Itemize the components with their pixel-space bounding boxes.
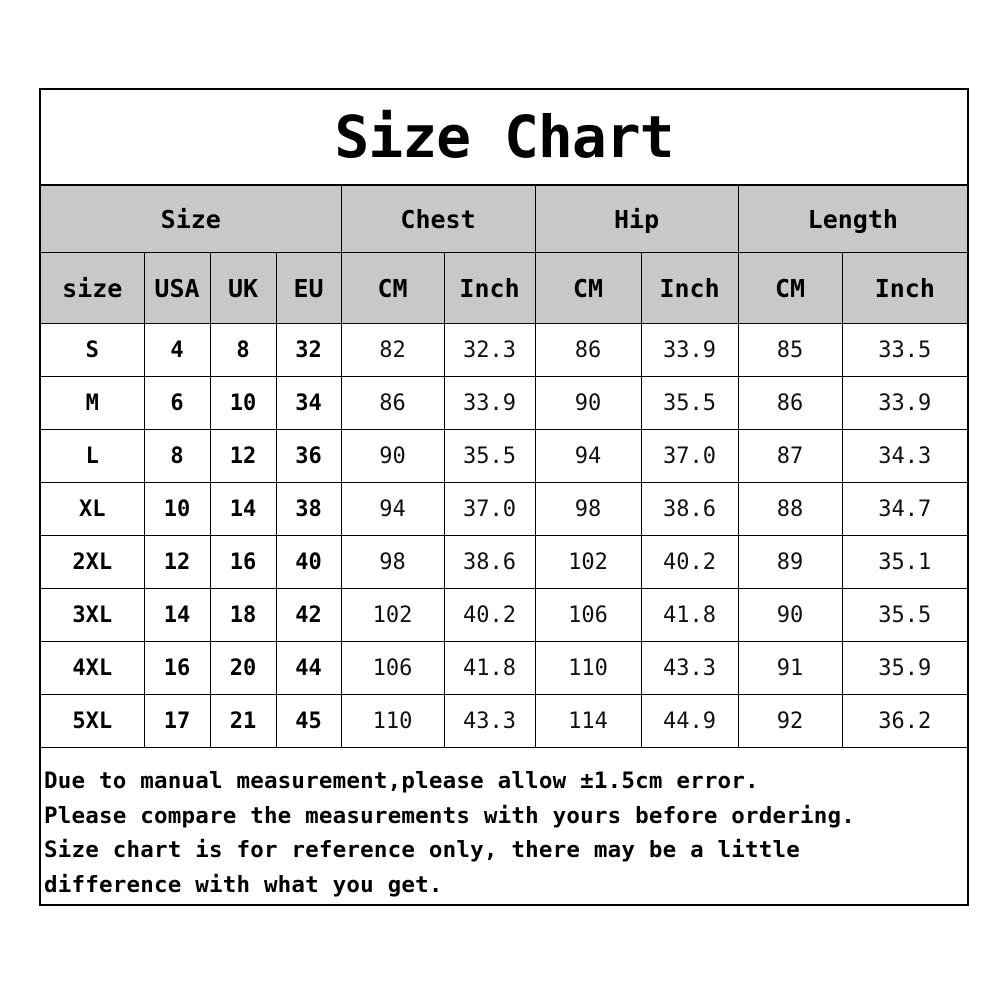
- cell-hip-cm: 114: [535, 695, 641, 748]
- cell-length-inch: 33.5: [842, 324, 967, 377]
- cell-eu: 44: [276, 642, 341, 695]
- cell-chest-inch: 37.0: [444, 483, 535, 536]
- size-table: [41, 186, 967, 748]
- cell-chest-cm: 98: [341, 536, 444, 589]
- col-header-hip-inch: Inch: [641, 253, 738, 324]
- cell-chest-cm: 102: [341, 589, 444, 642]
- cell-size: XL: [41, 483, 144, 536]
- cell-hip-inch: 33.9: [641, 324, 738, 377]
- cell-hip-inch: 41.8: [641, 589, 738, 642]
- cell-usa: 10: [144, 483, 210, 536]
- cell-size: 3XL: [41, 589, 144, 642]
- cell-hip-cm: 102: [535, 536, 641, 589]
- col-header-chest-cm: CM: [341, 253, 444, 324]
- cell-uk: 18: [210, 589, 276, 642]
- cell-uk: 21: [210, 695, 276, 748]
- cell-length-inch: 34.7: [842, 483, 967, 536]
- cell-hip-cm: 90: [535, 377, 641, 430]
- table-row: [41, 324, 967, 377]
- table-row: [41, 642, 967, 695]
- cell-length-inch: 35.1: [842, 536, 967, 589]
- cell-chest-cm: 86: [341, 377, 444, 430]
- col-header-hip-cm: CM: [535, 253, 641, 324]
- table-row: [41, 536, 967, 589]
- cell-chest-inch: 43.3: [444, 695, 535, 748]
- cell-eu: 45: [276, 695, 341, 748]
- cell-size: 5XL: [41, 695, 144, 748]
- table-row: [41, 695, 967, 748]
- cell-chest-inch: 33.9: [444, 377, 535, 430]
- note-line: Size chart is for reference only, there may be a little: [44, 837, 801, 863]
- cell-eu: 38: [276, 483, 341, 536]
- col-header-length-inch: Inch: [842, 253, 967, 324]
- cell-chest-inch: 38.6: [444, 536, 535, 589]
- size-chart-sheet: [39, 88, 969, 906]
- cell-hip-cm: 94: [535, 430, 641, 483]
- cell-usa: 14: [144, 589, 210, 642]
- group-header-length: Length: [738, 186, 967, 253]
- cell-hip-inch: 35.5: [641, 377, 738, 430]
- group-header-size: Size: [41, 186, 341, 253]
- cell-chest-cm: 110: [341, 695, 444, 748]
- cell-uk: 20: [210, 642, 276, 695]
- cell-size: M: [41, 377, 144, 430]
- cell-chest-inch: 40.2: [444, 589, 535, 642]
- cell-length-inch: 36.2: [842, 695, 967, 748]
- col-header-eu: EU: [276, 253, 341, 324]
- group-header-hip: Hip: [535, 186, 738, 253]
- cell-length-cm: 91: [738, 642, 842, 695]
- cell-eu: 32: [276, 324, 341, 377]
- cell-usa: 4: [144, 324, 210, 377]
- cell-length-inch: 33.9: [842, 377, 967, 430]
- cell-usa: 8: [144, 430, 210, 483]
- col-header-size: size: [41, 253, 144, 324]
- cell-chest-inch: 32.3: [444, 324, 535, 377]
- cell-length-cm: 87: [738, 430, 842, 483]
- cell-uk: 16: [210, 536, 276, 589]
- table-row: [41, 377, 967, 430]
- cell-size: 4XL: [41, 642, 144, 695]
- cell-uk: 8: [210, 324, 276, 377]
- col-header-uk: UK: [210, 253, 276, 324]
- cell-eu: 42: [276, 589, 341, 642]
- cell-length-inch: 35.9: [842, 642, 967, 695]
- cell-usa: 6: [144, 377, 210, 430]
- cell-hip-cm: 86: [535, 324, 641, 377]
- cell-length-cm: 85: [738, 324, 842, 377]
- note-line: Due to manual measurement,please allow ±1.5cm error.: [44, 768, 759, 794]
- table-row: [41, 430, 967, 483]
- cell-size: S: [41, 324, 144, 377]
- cell-eu: 36: [276, 430, 341, 483]
- col-header-length-cm: CM: [738, 253, 842, 324]
- table-body: [41, 324, 967, 748]
- cell-usa: 12: [144, 536, 210, 589]
- cell-length-cm: 86: [738, 377, 842, 430]
- cell-uk: 10: [210, 377, 276, 430]
- cell-hip-inch: 43.3: [641, 642, 738, 695]
- note-line: difference with what you get.: [44, 871, 443, 898]
- cell-length-inch: 34.3: [842, 430, 967, 483]
- cell-hip-inch: 37.0: [641, 430, 738, 483]
- cell-chest-cm: 90: [341, 430, 444, 483]
- cell-hip-inch: 44.9: [641, 695, 738, 748]
- cell-uk: 12: [210, 430, 276, 483]
- group-header-chest: Chest: [341, 186, 535, 253]
- cell-chest-inch: 41.8: [444, 642, 535, 695]
- cell-length-cm: 90: [738, 589, 842, 642]
- col-header-chest-inch: Inch: [444, 253, 535, 324]
- column-header-row: [41, 253, 967, 324]
- cell-chest-cm: 94: [341, 483, 444, 536]
- table-row: [41, 483, 967, 536]
- cell-length-inch: 35.5: [842, 589, 967, 642]
- cell-chest-cm: 106: [341, 642, 444, 695]
- note-line: Please compare the measurements with yours before ordering.: [44, 802, 856, 829]
- cell-length-cm: 88: [738, 483, 842, 536]
- cell-usa: 17: [144, 695, 210, 748]
- page-title: Size Chart: [334, 103, 674, 171]
- col-header-usa: USA: [144, 253, 210, 324]
- cell-length-cm: 89: [738, 536, 842, 589]
- notes-block: [41, 748, 967, 902]
- cell-usa: 16: [144, 642, 210, 695]
- cell-size: 2XL: [41, 536, 144, 589]
- cell-chest-cm: 82: [341, 324, 444, 377]
- cell-length-cm: 92: [738, 695, 842, 748]
- cell-hip-inch: 40.2: [641, 536, 738, 589]
- cell-hip-cm: 98: [535, 483, 641, 536]
- table-row: [41, 589, 967, 642]
- cell-eu: 40: [276, 536, 341, 589]
- group-header-row: [41, 186, 967, 253]
- cell-eu: 34: [276, 377, 341, 430]
- cell-hip-inch: 38.6: [641, 483, 738, 536]
- title-bar: [41, 90, 967, 186]
- cell-hip-cm: 110: [535, 642, 641, 695]
- cell-uk: 14: [210, 483, 276, 536]
- cell-size: L: [41, 430, 144, 483]
- cell-chest-inch: 35.5: [444, 430, 535, 483]
- cell-hip-cm: 106: [535, 589, 641, 642]
